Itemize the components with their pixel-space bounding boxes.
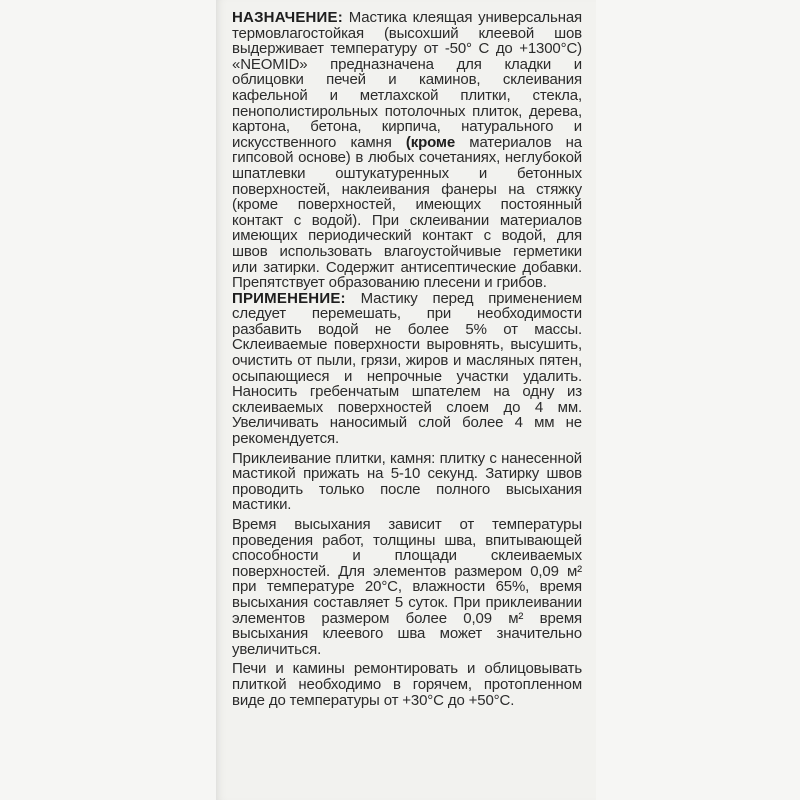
drying-paragraph: Время высыхания зависит от температуры проведения работ, толщины шва, впитывающей способности и площади склеиваемых поверхностей. Для элементов размером 0,09 м² при температуре 20°С, влажности 65%, время высыхания составляет 5 суток. При приклеивании элементов размером более 0,09 м² время высыхания клеевого шва может значительно увеличиться.	[232, 516, 582, 658]
purpose-emphasis: (кроме	[405, 133, 456, 151]
tile-bonding-paragraph: Приклеивание плитки, камня: плитку с нанесенной мастикой прижать на 5-10 секунд. Затирку швов проводить только после полного высыхания мастики.	[232, 449, 582, 514]
purpose-paragraph	[232, 10, 582, 291]
application-paragraph	[232, 291, 582, 447]
purpose-heading: НАЗНАЧЕНИЕ:	[232, 9, 343, 26]
instructions-text	[232, 10, 582, 708]
application-text: Мастику перед применением следует перемешать, при необходимости разбавить водой не более 5% от массы. Склеиваемые поверхности выровнять, высушить, очистить от пыли, грязи, жиров и масляных пятен, осыпающиеся и непрочные участки удалить. Наносить гребенчатым шпателем на одну из склеиваемых поверхностей слоем до 4 мм. Увеличивать наносимый слой более 4 мм не рекомендуется.	[232, 289, 582, 448]
stoves-paragraph: Печи и камины ремонтировать и облицовывать плиткой необходимо в горячем, протопленном виде до температуры от +30°С до +50°С.	[232, 660, 582, 709]
application-heading: ПРИМЕНЕНИЕ:	[232, 289, 346, 307]
purpose-text-b: материалов на гипсовой основе) в любых сочетаниях, неглубокой шпатлевки оштукатуренных и бетонных поверхностей, наклеивания фанеры на стяжку (кроме поверхностей, имеющих постоянный контакт с водой). При склеивании материалов имеющих периодический контакт с водой, для швов использовать влагоустойчивые герметики или затирки. Содержит антисептические добавки. Препятствует образованию плесени и грибов.	[232, 133, 582, 292]
purpose-text-a: Мастика клеящая универсальная термовлагостойкая (высохший клеевой шов выдерживает температуру от -50° С до +1300°С) «NEOMID» предназначена для кладки и облицовки печей и каминов, склеивания кафельной и метлахской плитки, стекла, пенополистирольных потолочных плиток, дерева, картона, бетона, кирпича, натурального и искусственного камня	[232, 9, 582, 151]
